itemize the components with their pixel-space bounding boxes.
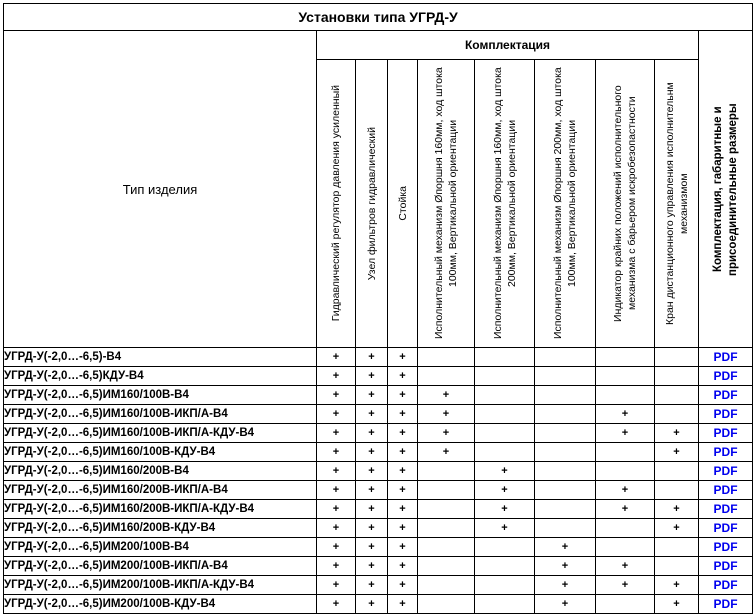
product-name: УГРД-У(-2,0…-6,5)ИМ160/200В-КДУ-В4: [4, 519, 317, 538]
component-cell: [535, 462, 596, 481]
component-cell: [418, 367, 475, 386]
pdf-link[interactable]: PDF: [713, 407, 738, 421]
component-cell: [418, 538, 475, 557]
product-name: УГРД-У(-2,0…-6,5)ИМ200/100В-КДУ-В4: [4, 595, 317, 614]
column-header: Индикатор крайних положений исполнительного механизма с барьером искробезопастности: [596, 60, 655, 348]
component-cell: +: [388, 538, 418, 557]
table-row: [4, 367, 753, 386]
product-name: УГРД-У(-2,0…-6,5)ИМ160/200В-В4: [4, 462, 317, 481]
component-cell: [475, 538, 535, 557]
component-cell: +: [535, 576, 596, 595]
component-cell: [418, 481, 475, 500]
component-cell: [596, 367, 655, 386]
component-cell: [418, 576, 475, 595]
pdf-link[interactable]: PDF: [713, 426, 738, 440]
component-cell: +: [317, 557, 356, 576]
table-row: [4, 481, 753, 500]
component-cell: +: [356, 557, 388, 576]
type-header: Тип изделия: [4, 31, 317, 348]
pdf-cell: [699, 557, 753, 576]
table-row: [4, 462, 753, 481]
component-cell: +: [356, 538, 388, 557]
pdf-cell: [699, 386, 753, 405]
product-table-container: [3, 3, 753, 614]
product-table: [3, 3, 753, 614]
component-cell: [655, 348, 699, 367]
component-cell: +: [356, 595, 388, 614]
component-cell: +: [655, 443, 699, 462]
component-cell: +: [655, 576, 699, 595]
table-title: Установки типа УГРД-У: [4, 4, 753, 31]
product-name: УГРД-У(-2,0…-6,5)КДУ-В4: [4, 367, 317, 386]
component-cell: [475, 424, 535, 443]
component-cell: +: [388, 519, 418, 538]
component-cell: +: [418, 405, 475, 424]
component-cell: +: [475, 519, 535, 538]
column-header: Исполнительный механизм Øпоршня 160мм, ход штока 200мм, Вертикальной ориентации: [475, 60, 535, 348]
component-cell: +: [317, 424, 356, 443]
component-cell: [418, 595, 475, 614]
component-cell: [535, 348, 596, 367]
pdf-link[interactable]: PDF: [713, 445, 738, 459]
component-cell: [535, 424, 596, 443]
component-cell: +: [317, 519, 356, 538]
pdf-cell: [699, 595, 753, 614]
table-row: [4, 500, 753, 519]
product-name: УГРД-У(-2,0…-6,5)ИМ160/100В-ИКП/А-КДУ-В4: [4, 424, 317, 443]
component-cell: +: [356, 443, 388, 462]
pdf-link[interactable]: PDF: [713, 483, 738, 497]
component-cell: +: [475, 462, 535, 481]
component-cell: +: [475, 500, 535, 519]
pdf-link[interactable]: PDF: [713, 502, 738, 516]
component-cell: +: [317, 367, 356, 386]
component-cell: +: [655, 519, 699, 538]
table-row: [4, 595, 753, 614]
component-cell: +: [317, 576, 356, 595]
product-name: УГРД-У(-2,0…-6,5)ИМ160/200В-ИКП/А-В4: [4, 481, 317, 500]
pdf-link[interactable]: PDF: [713, 540, 738, 554]
component-cell: [418, 519, 475, 538]
component-cell: [475, 557, 535, 576]
component-cell: +: [535, 538, 596, 557]
component-cell: [655, 538, 699, 557]
column-header: Узел фильтров гидравлический: [356, 60, 388, 348]
component-cell: +: [317, 348, 356, 367]
component-cell: +: [356, 386, 388, 405]
component-cell: +: [356, 500, 388, 519]
component-cell: [418, 462, 475, 481]
pdf-cell: [699, 500, 753, 519]
component-cell: +: [317, 443, 356, 462]
component-cell: +: [388, 595, 418, 614]
component-cell: [655, 367, 699, 386]
component-cell: +: [356, 405, 388, 424]
pdf-cell: [699, 424, 753, 443]
pdf-link[interactable]: PDF: [713, 521, 738, 535]
component-cell: [475, 595, 535, 614]
component-cell: +: [596, 576, 655, 595]
component-cell: +: [317, 481, 356, 500]
component-cell: +: [317, 462, 356, 481]
product-name: УГРД-У(-2,0…-6,5)ИМ160/100В-КДУ-В4: [4, 443, 317, 462]
component-cell: +: [388, 462, 418, 481]
component-cell: [655, 462, 699, 481]
component-cell: [655, 386, 699, 405]
pdf-link[interactable]: PDF: [713, 597, 738, 611]
component-cell: +: [388, 348, 418, 367]
component-cell: +: [596, 424, 655, 443]
table-row: [4, 557, 753, 576]
component-cell: [535, 405, 596, 424]
component-cell: [535, 481, 596, 500]
pdf-cell: [699, 481, 753, 500]
component-cell: +: [655, 424, 699, 443]
component-cell: +: [596, 500, 655, 519]
column-header: Кран дистанционного управления исполнительнм механизмом: [655, 60, 699, 348]
product-name: УГРД-У(-2,0…-6,5)ИМ160/100В-В4: [4, 386, 317, 405]
pdf-link[interactable]: PDF: [713, 559, 738, 573]
table-row: [4, 519, 753, 538]
component-cell: +: [388, 443, 418, 462]
pdf-link[interactable]: PDF: [713, 369, 738, 383]
component-cell: +: [388, 386, 418, 405]
component-cell: [535, 500, 596, 519]
component-cell: [655, 405, 699, 424]
component-cell: +: [356, 367, 388, 386]
component-cell: [418, 557, 475, 576]
component-cell: +: [356, 519, 388, 538]
column-header: Исполнительный механизм Øпоршня 160мм, ход штока 100мм, Вертикальной ориентации: [418, 60, 475, 348]
component-cell: +: [475, 481, 535, 500]
component-cell: +: [317, 405, 356, 424]
component-cell: [418, 348, 475, 367]
component-cell: [475, 348, 535, 367]
component-cell: [596, 386, 655, 405]
pdf-cell: [699, 443, 753, 462]
pdf-cell: [699, 348, 753, 367]
component-cell: [418, 500, 475, 519]
product-name: УГРД-У(-2,0…-6,5)ИМ200/100В-ИКП/А-КДУ-В4: [4, 576, 317, 595]
component-cell: +: [356, 462, 388, 481]
component-cell: +: [388, 405, 418, 424]
table-row: [4, 424, 753, 443]
table-row: [4, 348, 753, 367]
component-cell: [535, 386, 596, 405]
component-cell: [596, 595, 655, 614]
table-row: [4, 576, 753, 595]
component-cell: +: [418, 443, 475, 462]
product-name: УГРД-У(-2,0…-6,5)ИМ160/100В-ИКП/А-В4: [4, 405, 317, 424]
component-cell: [596, 538, 655, 557]
component-cell: +: [535, 595, 596, 614]
component-cell: [596, 348, 655, 367]
product-name: УГРД-У(-2,0…-6,5)-В4: [4, 348, 317, 367]
component-cell: +: [317, 595, 356, 614]
column-header: Исполнительный механизм Øпоршня 200мм, ход штока 100мм, Вертикальной ориентации: [535, 60, 596, 348]
component-cell: [596, 443, 655, 462]
component-cell: +: [596, 481, 655, 500]
pdf-link[interactable]: PDF: [713, 388, 738, 402]
component-cell: +: [356, 576, 388, 595]
pdf-cell: [699, 462, 753, 481]
product-name: УГРД-У(-2,0…-6,5)ИМ200/100В-В4: [4, 538, 317, 557]
component-cell: +: [388, 500, 418, 519]
component-cell: [535, 519, 596, 538]
product-name: УГРД-У(-2,0…-6,5)ИМ160/200В-ИКП/А-КДУ-В4: [4, 500, 317, 519]
pdf-link[interactable]: PDF: [713, 464, 738, 478]
component-cell: [475, 443, 535, 462]
table-row: [4, 443, 753, 462]
table-row: [4, 538, 753, 557]
component-cell: +: [535, 557, 596, 576]
component-cell: [596, 462, 655, 481]
component-cell: +: [655, 500, 699, 519]
table-row: [4, 405, 753, 424]
component-cell: +: [356, 348, 388, 367]
table-body: [4, 348, 753, 614]
component-cell: +: [388, 557, 418, 576]
product-name: УГРД-У(-2,0…-6,5)ИМ200/100В-ИКП/А-В4: [4, 557, 317, 576]
component-cell: [535, 367, 596, 386]
component-cell: [475, 386, 535, 405]
pdf-cell: [699, 405, 753, 424]
component-cell: +: [317, 386, 356, 405]
component-cell: [655, 481, 699, 500]
component-cell: [475, 367, 535, 386]
column-header: Стойка: [388, 60, 418, 348]
component-cell: [535, 443, 596, 462]
pdf-column-header: Комплектация, габаритные и присоединительные размеры: [699, 31, 753, 348]
component-cell: +: [317, 538, 356, 557]
component-cell: [475, 405, 535, 424]
pdf-cell: [699, 367, 753, 386]
column-header: Гидравлический регулятор давления усиленный: [317, 60, 356, 348]
component-cell: +: [356, 481, 388, 500]
pdf-cell: [699, 519, 753, 538]
pdf-link[interactable]: PDF: [713, 578, 738, 592]
component-cell: +: [317, 500, 356, 519]
pdf-link[interactable]: PDF: [713, 350, 738, 364]
component-cell: +: [596, 405, 655, 424]
komplektaciya-header: Комплектация: [317, 31, 699, 60]
component-cell: +: [388, 424, 418, 443]
pdf-cell: [699, 538, 753, 557]
component-cell: +: [596, 557, 655, 576]
pdf-cell: [699, 576, 753, 595]
component-cell: +: [356, 424, 388, 443]
component-cell: +: [388, 576, 418, 595]
component-cell: +: [418, 386, 475, 405]
component-cell: +: [388, 367, 418, 386]
component-cell: +: [655, 595, 699, 614]
component-cell: +: [388, 481, 418, 500]
table-row: [4, 386, 753, 405]
component-cell: +: [418, 424, 475, 443]
component-cell: [596, 519, 655, 538]
component-cell: [475, 576, 535, 595]
component-cell: [655, 557, 699, 576]
